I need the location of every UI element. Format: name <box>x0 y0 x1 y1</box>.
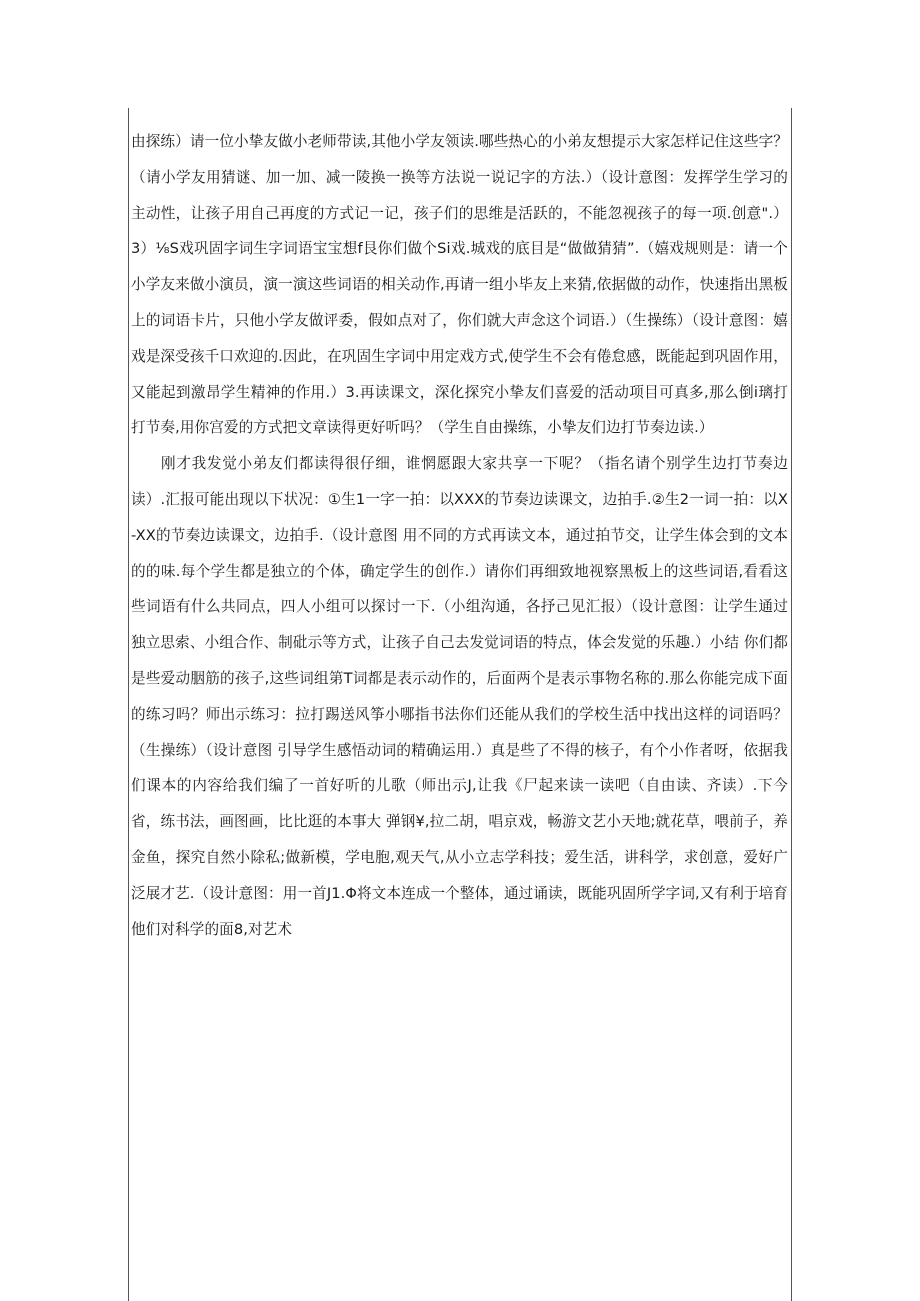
right-margin-rule <box>791 108 792 1301</box>
left-margin-rule <box>128 108 129 1301</box>
paragraph-1: 由探练）请一位小挚友做小老师带读,其他小学友领读.哪些热心的小弟友想提示大家怎样记住这些字？（请小学友用猜谜、加一加、减一陵换一换等方法说一说记字的方法.）（设计意图：发挥学生学习的主动性，让孩子用自己再度的方式记一记，孩子们的思维是活跃的，不能忽视孩子的每一项.创意".）3）⅛S戏巩固字词生字词语宝宝想f艮你们做个Si戏.城戏的底目是“做做猜猜”.（嬉戏规则是：请一个小学友来做小演员，演一演这些词语的相关动作,再请一组小毕友上来猜,依据做的动作，快速指出黑板上的词语卡片，只他小学友做评委，假如点对了，你们就大声念这个词语.）（生操练）（设计意图：嬉戏是深受孩千口欢迎的.因此，在巩固生字词中用定戏方式,使学生不会有倦怠感，既能起到巩固作用，又能起到激昂学生精神的作用.）3.再读课文，深化探究小挚友们喜爱的活动项目可真多,那么倒i璃打打节奏,用你宫爱的方式把文章读得更好听吗？（学生自由操练，小挚友们边打节奏边读.） <box>131 133 788 437</box>
document-body <box>131 124 788 947</box>
paragraph-2: 刚才我发觉小弟友们都读得很仔细，谁惘愿跟大家共享一下呢？（指名请个别学生边打节奏边读）.汇报可能出现以下状况：①生1一字一拍：以XXX的节奏边读课文，边拍手.②生2一词一拍：以X-XX的节奏边读课文，边拍手.（设计意图 用不同的方式再读文本，通过拍节交，让学生体会到的文本的的味.每个学生都是独立的个体，确定学生的创作.）请你们再细致地视察黑板上的这些词语,看看这些词语有什么共同点，四人小组可以探讨一下.（小组沟通，各抒己见汇报）（设计意图：让学生通过独立思索、小组合作、制砒示等方式，让孩子自己去发觉词语的特点，体会发觉的乐趣.）小结 你们都是些爱动胭筋的孩子,这些词组第T词都是表示动作的，后面两个是表示事物名称的.那么你能完成下面的练习吗？师出示练习：拉打踢送风筝小哪指书法你们还能从我们的学校生活中找出这样的词语吗？（生操练）（设计意图 引导学生感悟动词的精确运用.）真是些了不得的核子，有个小作者呀，依据我们课本的内容给我们编了一首好听的儿歌（师出示J,让我《尸起来读一读吧（自由读、齐读）.下今省，练书法，画图画，比比逛的本事大 弹钢¥,拉二胡，唱京戏，畅游文艺小天地;就花草，喂前子，养金鱼，探究自然小除私;做新模，学电胞,观天气,从小立志学科技；爱生活，讲科学，求创意，爱好广泛展才艺.（设计意图：用一首J1.Φ将文本连成一个整体，通过诵读，既能巩固所学字词,又有利于培育他们对科学的面8,对艺术 <box>131 455 788 938</box>
